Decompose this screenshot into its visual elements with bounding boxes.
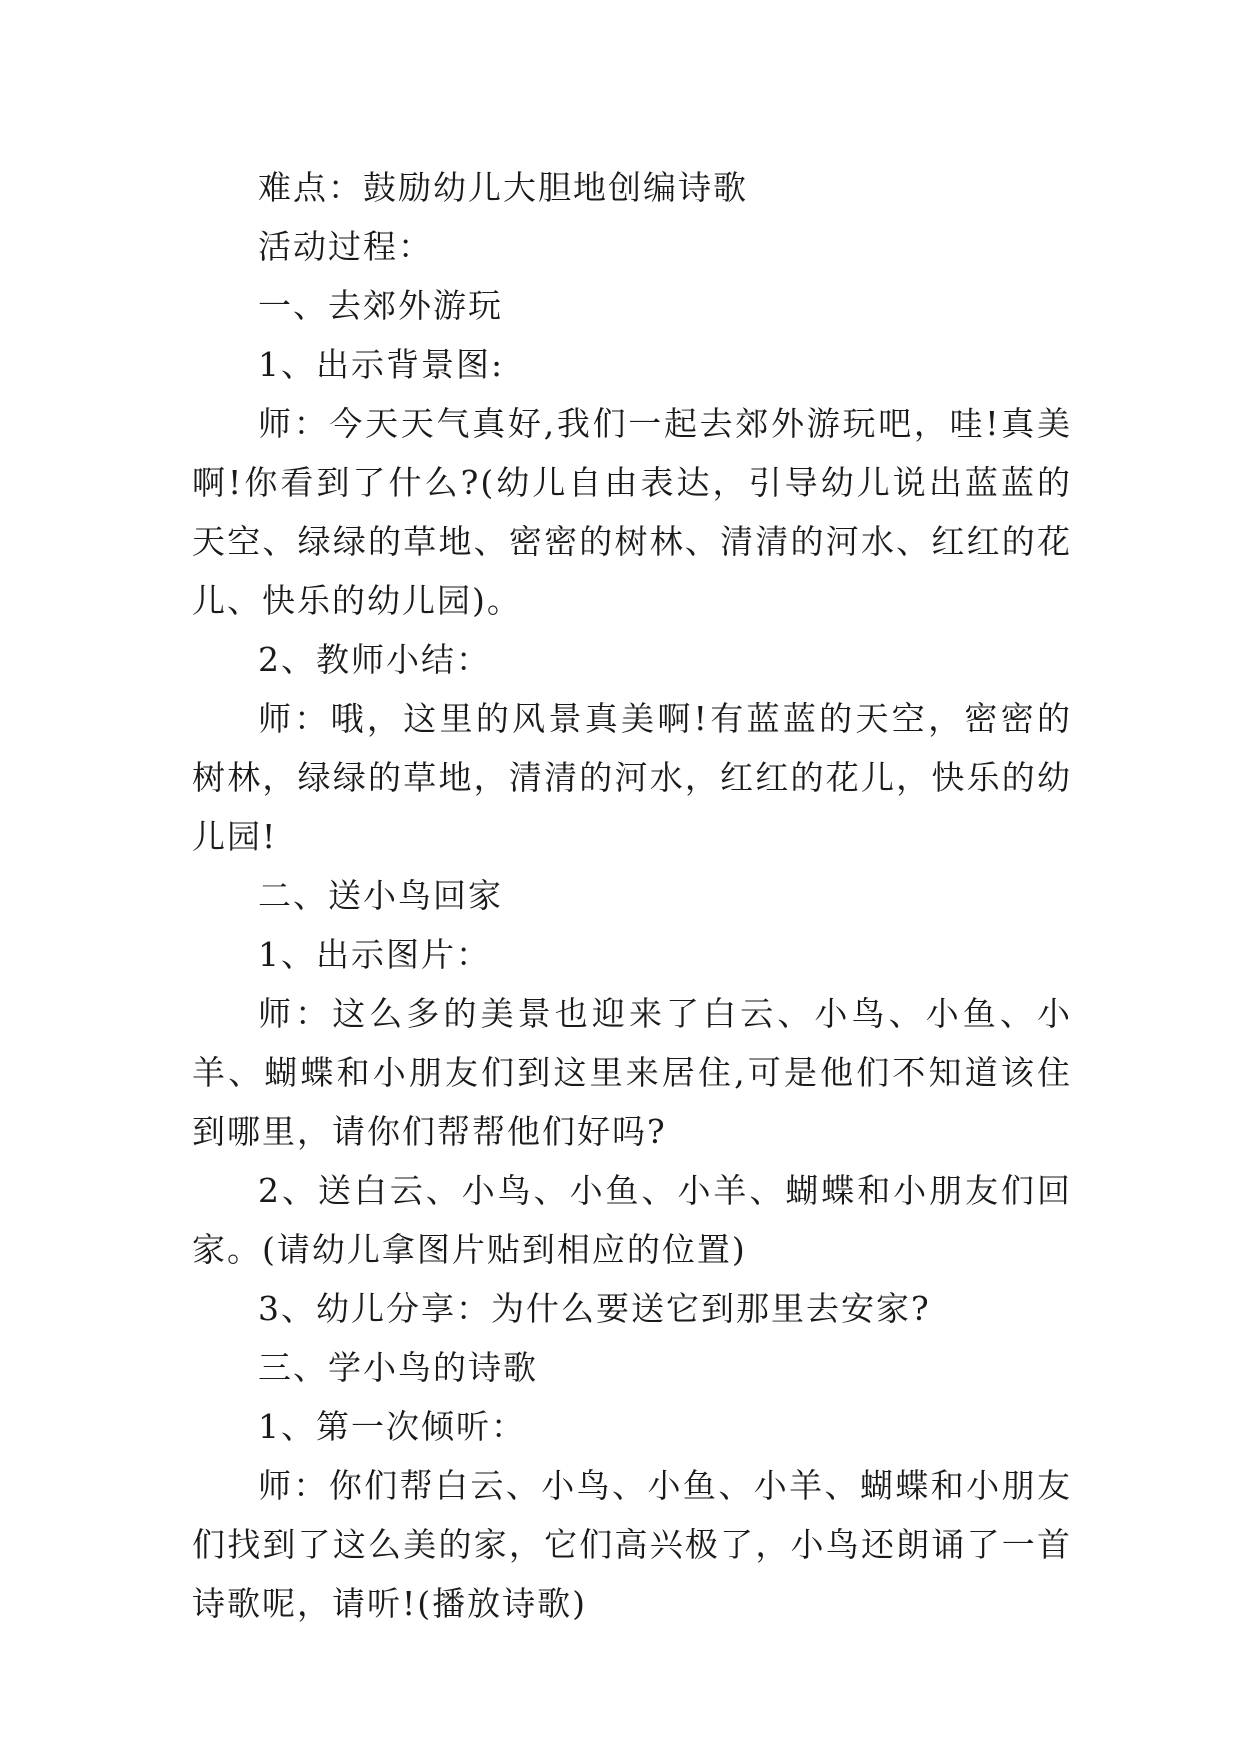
section-heading-3: 三、学小鸟的诗歌 (258, 1348, 538, 1387)
teacher-dialogue: 师：今天天气真好,我们一起去郊外游玩吧，哇!真美啊!你看到了什么?(幼儿自由表达，引导幼儿说出蓝蓝的天空、绿绿的草地、密密的树林、清清的河水、红红的花儿、快乐的幼儿园)。 (192, 404, 1072, 620)
document-page (192, 158, 1072, 1633)
step-heading: 2、教师小结： (258, 640, 491, 679)
teacher-dialogue: 师：哦，这里的风景真美啊!有蓝蓝的天空，密密的树林，绿绿的草地，清清的河水，红红的花儿，快乐的幼儿园! (192, 699, 1072, 856)
step-paragraph: 3、幼儿分享：为什么要送它到那里去安家? (258, 1289, 931, 1328)
teacher-dialogue: 师：这么多的美景也迎来了白云、小鸟、小鱼、小羊、蝴蝶和小朋友们到这里来居住,可是他们不知道该住到哪里，请你们帮帮他们好吗? (192, 994, 1072, 1151)
paragraph-difficulty: 难点：鼓励幼儿大胆地创编诗歌 (258, 168, 748, 207)
step-paragraph: 2、送白云、小鸟、小鱼、小羊、蝴蝶和小朋友们回家。(请幼儿拿图片贴到相应的位置) (192, 1171, 1072, 1269)
step-heading: 1、出示背景图: (258, 345, 505, 384)
teacher-dialogue: 师：你们帮白云、小鸟、小鱼、小羊、蝴蝶和小朋友们找到了这么美的家，它们高兴极了，小鸟还朗诵了一首诗歌呢，请听!(播放诗歌) (192, 1466, 1072, 1623)
step-heading: 1、第一次倾听： (258, 1407, 526, 1446)
step-heading: 1、出示图片： (258, 935, 491, 974)
section-heading-1: 一、去郊外游玩 (258, 286, 503, 325)
section-heading-2: 二、送小鸟回家 (258, 876, 503, 915)
paragraph-process-heading: 活动过程： (258, 227, 433, 266)
